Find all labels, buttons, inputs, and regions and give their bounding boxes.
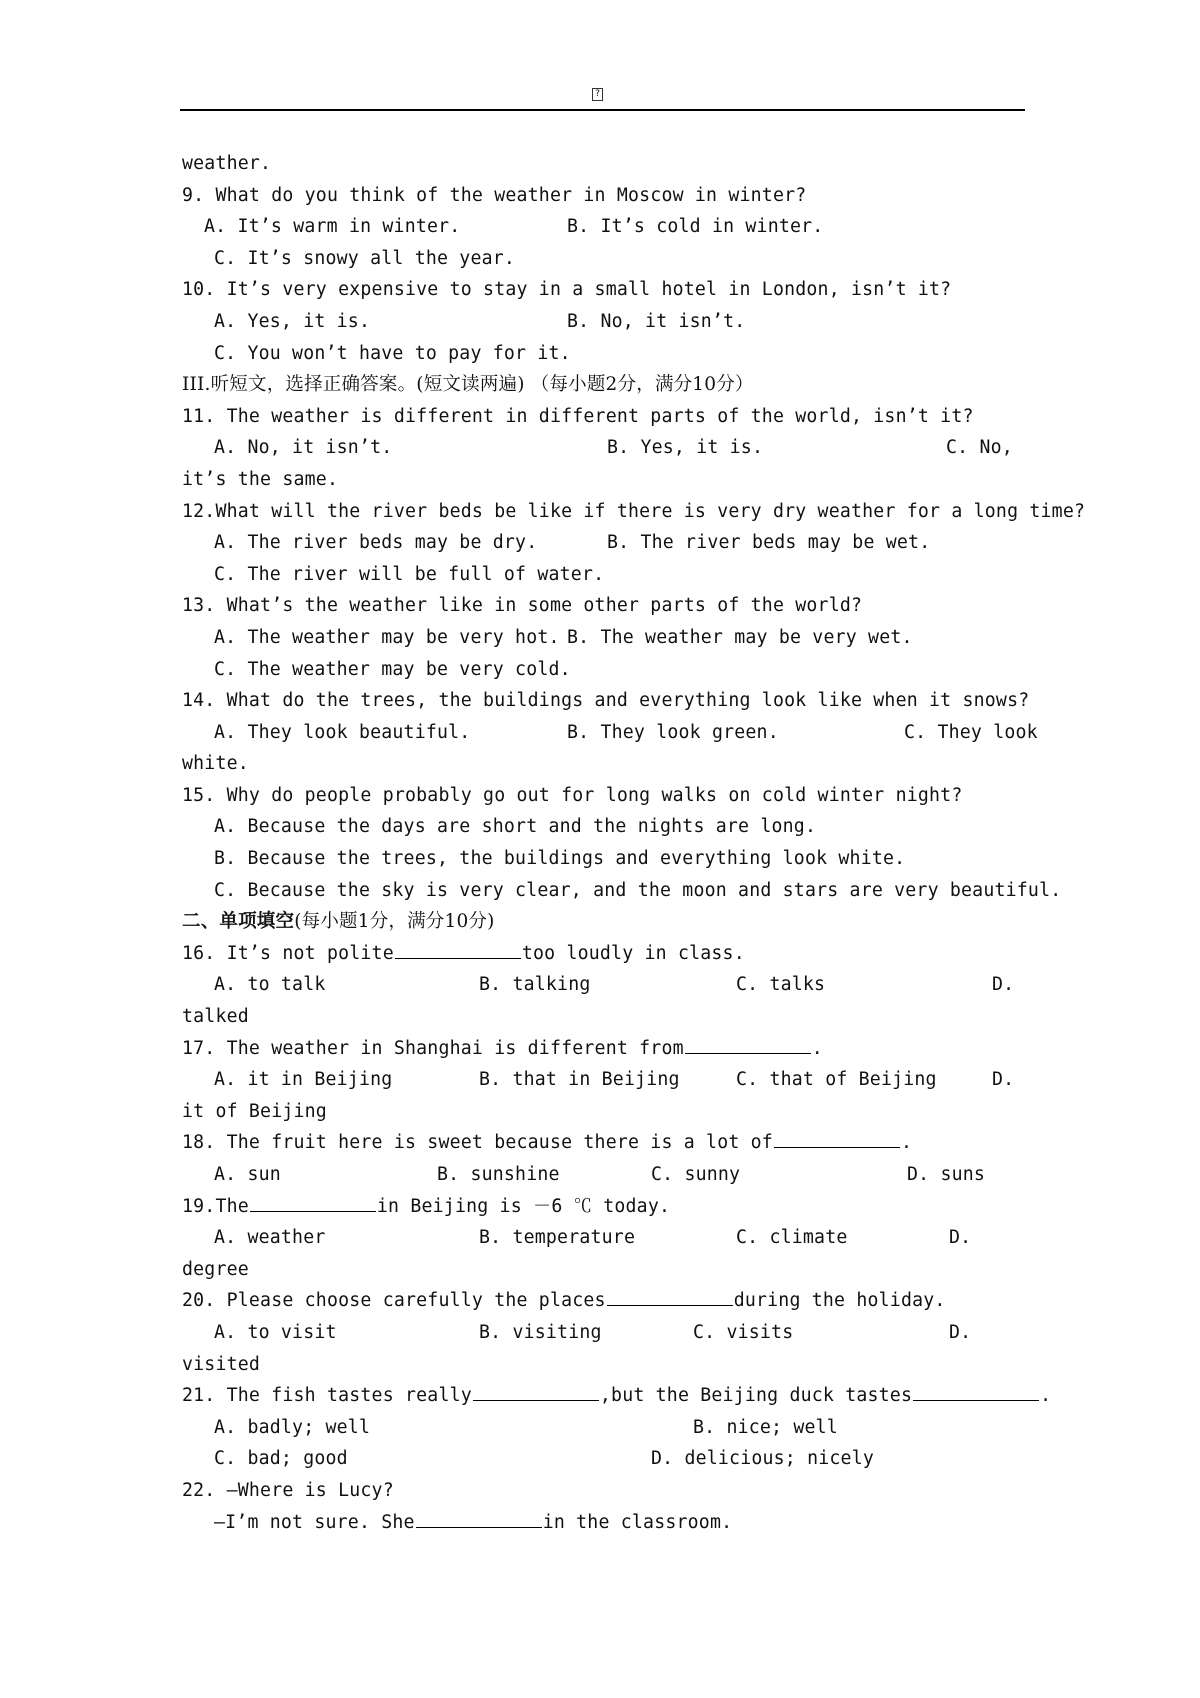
stem-text: —I’m not sure. She: [214, 1511, 415, 1533]
option-a: A. badly; well: [214, 1416, 371, 1438]
question-stem: 11. The weather is different in different parts of the world, isn’t it?: [182, 405, 974, 427]
question-9: [182, 180, 1024, 212]
option-c: C. The river will be full of water.: [214, 563, 605, 585]
text: weather.: [182, 153, 272, 174]
answer-blank: [685, 1035, 811, 1054]
question-stem: [182, 1285, 946, 1317]
question-20: [182, 1285, 1024, 1317]
question-stem: [182, 1191, 670, 1223]
option-d-continued: visited: [182, 1353, 261, 1375]
option-c: C. that of Beijing: [736, 1069, 937, 1091]
stem-text: 17. The weather in Shanghai is different from: [182, 1037, 684, 1059]
stem-text: 16. It’s not polite: [182, 942, 394, 964]
option-a: A. sun: [214, 1164, 281, 1185]
question-11: [182, 401, 1024, 433]
option-b: B. sunshine: [437, 1164, 560, 1185]
question-stem: 9. What do you think of the weather in Moscow in winter?: [182, 184, 807, 206]
answer-blank: [473, 1382, 599, 1401]
question-16-options: [182, 969, 1024, 1001]
option-c: C. talks: [736, 974, 826, 996]
option-d: D.: [949, 1227, 972, 1249]
section-title-scoring: (每小题1分，满分10分): [294, 911, 495, 933]
question-14-options: [182, 717, 1038, 749]
stem-text: 19.The: [182, 1195, 249, 1217]
question-10-options: [182, 306, 1024, 338]
option-c: C. You won’t have to pay for it.: [214, 342, 571, 364]
option-a: A. weather: [214, 1227, 326, 1249]
question-18: [182, 1127, 1024, 1159]
question-15-option-a: [182, 811, 1024, 843]
question-20-options-2: [182, 1349, 1024, 1381]
question-13-options: [182, 622, 1024, 654]
question-21-options: [182, 1412, 1024, 1444]
option-d-continued: degree: [182, 1258, 249, 1280]
option-a: A. it in Beijing: [214, 1069, 393, 1091]
option-c: C. Because the sky is very clear, and the moon and stars are very beautiful.: [214, 879, 1062, 901]
question-stem: [182, 1127, 912, 1159]
header-rule: [180, 109, 1025, 111]
question-17-options: [182, 1064, 1024, 1096]
option-c-continued: white.: [182, 753, 249, 775]
option-d: D. suns: [907, 1164, 986, 1185]
question-stem: 22. —Where is Lucy?: [182, 1479, 394, 1501]
question-14: [182, 685, 1030, 717]
option-a: A. The river beds may be dry.: [214, 532, 538, 554]
answer-blank: [416, 1509, 542, 1528]
option-b: B. visiting: [479, 1321, 602, 1343]
option-c: C. visits: [693, 1321, 794, 1343]
question-12: [182, 496, 1086, 528]
stem-text: 18. The fruit here is sweet because there is a lot of: [182, 1132, 773, 1154]
option-a: A. to visit: [214, 1321, 337, 1343]
section-title: [182, 906, 495, 938]
question-12-options-2: [182, 559, 1024, 591]
stem-text: during the holiday.: [733, 1290, 946, 1312]
stem-text: too loudly in class.: [521, 942, 745, 964]
option-b: B. temperature: [479, 1227, 636, 1249]
stem-text: .: [1040, 1385, 1052, 1407]
option-b: B. nice; well: [693, 1416, 838, 1438]
answer-blank: [774, 1129, 900, 1148]
option-c: C. It’s snowy all the year.: [214, 247, 516, 269]
answer-blank: [607, 1287, 733, 1306]
answer-blank: [395, 940, 521, 959]
question-17-options-2: [182, 1096, 1024, 1128]
option-b: B. The river beds may be wet.: [607, 532, 931, 554]
option-a: A. It’s warm in winter.: [204, 216, 461, 238]
answer-blank: [250, 1193, 376, 1212]
section-heading-single-choice: [182, 906, 1024, 938]
option-c: C. climate: [736, 1227, 848, 1249]
question-19: [182, 1191, 1024, 1223]
question-21-options-2: [182, 1443, 1024, 1475]
answer-blank: [913, 1382, 1039, 1401]
question-9-options: [182, 211, 1024, 243]
section-heading-listening: [182, 369, 1024, 401]
question-stem-continued: [214, 1507, 732, 1539]
option-b: B. Yes, it is.: [607, 437, 764, 459]
option-c: C. sunny: [651, 1164, 741, 1185]
question-14-options-2: [182, 748, 1024, 780]
question-16: [182, 938, 1024, 970]
text-line: [182, 148, 1024, 180]
option-c: C. bad; good: [214, 1448, 348, 1470]
option-c: C. They look: [904, 721, 1038, 743]
option-d: D.: [949, 1321, 972, 1343]
option-b: B. The weather may be very wet.: [567, 626, 913, 648]
question-22: [182, 1475, 1024, 1507]
stem-text: .: [811, 1037, 823, 1059]
question-10: [182, 274, 1024, 306]
stem-text: 21. The fish tastes really: [182, 1385, 472, 1407]
question-21: [182, 1380, 1052, 1412]
question-19-options-2: [182, 1254, 1024, 1286]
question-stem: 12.What will the river beds be like if there is very dry weather for a long time?: [182, 500, 1086, 522]
question-stem: 14. What do the trees, the buildings and everything look like when it snows?: [182, 690, 1030, 712]
exam-content: [182, 148, 1086, 1538]
stem-text: in the classroom.: [542, 1511, 733, 1533]
question-15: [182, 780, 1024, 812]
stem-text: ,but the Beijing duck tastes: [599, 1385, 913, 1407]
question-11-options: [182, 432, 1024, 464]
stem-text: .: [900, 1132, 913, 1154]
option-c: C. No,: [946, 437, 1013, 459]
option-d-continued: it of Beijing: [182, 1100, 327, 1122]
section-title-main: 二、单项填空: [182, 911, 295, 933]
option-c-continued: it’s the same.: [182, 468, 339, 490]
option-b: B. It’s cold in winter.: [567, 216, 824, 238]
question-11-options-2: [182, 464, 1024, 496]
question-12-options: [182, 527, 1024, 559]
question-stem: 15. Why do people probably go out for long walks on cold winter night?: [182, 784, 963, 806]
question-stem: 13. What’s the weather like in some other parts of the world?: [182, 595, 863, 617]
header-page-mark: ?: [592, 88, 603, 101]
question-stem: [182, 1033, 823, 1065]
stem-text: in Beijing is －6 ℃ today.: [376, 1195, 671, 1217]
option-a: A. to talk: [214, 974, 326, 996]
question-13: [182, 590, 1024, 622]
option-b: B. Because the trees, the buildings and everything look white.: [214, 848, 906, 870]
option-c: C. The weather may be very cold.: [214, 658, 571, 680]
question-stem: [182, 1380, 1051, 1412]
question-stem: 10. It’s very expensive to stay in a small hotel in London, isn’t it?: [182, 279, 952, 301]
option-d-continued: talked: [182, 1006, 249, 1028]
option-b: B. No, it isn’t.: [567, 310, 746, 332]
question-17: [182, 1033, 1024, 1065]
option-b: B. talking: [479, 974, 591, 996]
option-d: D.: [992, 974, 1015, 996]
section-title: III.听短文，选择正确答案。(短文读两遍) （每小题2分，满分10分）: [182, 374, 754, 396]
question-16-options-2: [182, 1001, 1024, 1033]
question-13-options-2: [182, 654, 1024, 686]
option-a: A. The weather may be very hot.: [214, 626, 560, 648]
question-15-option-c: [182, 875, 1062, 907]
option-d: D. delicious; nicely: [651, 1448, 874, 1470]
stem-text: 20. Please choose carefully the places: [182, 1290, 606, 1312]
option-a: A. No, it isn’t.: [214, 437, 393, 459]
option-b: B. They look green.: [567, 721, 779, 743]
option-b: B. that in Beijing: [479, 1069, 680, 1091]
question-19-options: [182, 1222, 1024, 1254]
question-9-options-2: [182, 243, 1024, 275]
option-d: D.: [992, 1069, 1015, 1091]
option-a: A. Because the days are short and the nights are long.: [214, 816, 817, 838]
question-10-options-2: [182, 338, 1024, 370]
question-22-response: [182, 1507, 1024, 1539]
question-18-options: [182, 1159, 1024, 1191]
question-15-option-b: [182, 843, 1024, 875]
question-20-options: [182, 1317, 1024, 1349]
question-stem: [182, 938, 745, 970]
option-a: A. They look beautiful.: [214, 721, 471, 743]
option-a: A. Yes, it is.: [214, 310, 371, 332]
